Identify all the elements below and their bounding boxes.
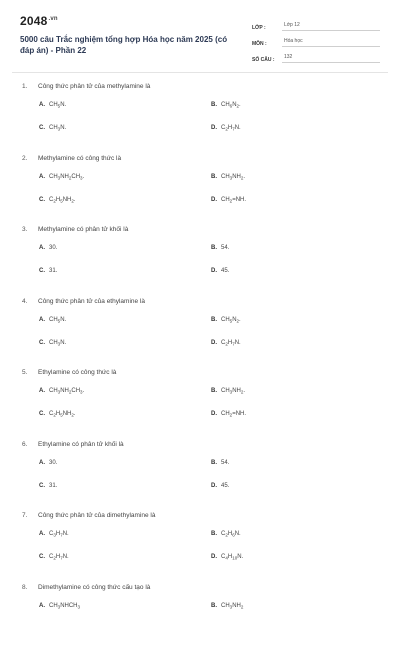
option-value: $CH_3NHCH_3$	[49, 603, 80, 609]
site-logo[interactable]	[20, 14, 58, 28]
question-item	[0, 579, 400, 650]
logo-text: 2048	[20, 14, 48, 28]
logo-suffix: .vn	[49, 16, 58, 22]
option-letter: D.	[211, 411, 221, 417]
option-letter: D.	[211, 340, 221, 346]
answer-option[interactable]	[211, 460, 229, 466]
page-title: 5000 câu Trắc nghiệm tổng hợp Hóa học năm 2025 (có đáp án) - Phần 22	[20, 34, 235, 56]
option-value: $CH_3NH_2$	[221, 603, 243, 609]
question-prompt: Công thức phân tử của ethylamine là	[38, 298, 145, 305]
option-letter: C.	[39, 197, 49, 203]
option-letter: B.	[211, 531, 221, 537]
meta-value: Hóa học	[282, 38, 380, 47]
option-value: $CH_3NH_2CH_3$.	[49, 174, 84, 180]
question-item	[0, 221, 400, 293]
question-number: 2.	[22, 155, 38, 162]
option-letter: A.	[39, 245, 49, 251]
option-value: $CH_3N$.	[49, 340, 66, 346]
answer-option[interactable]	[39, 411, 76, 417]
option-letter: D.	[211, 483, 221, 489]
meta-row-class	[252, 16, 380, 31]
question-prompt: Công thức phân tử của methylamine là	[38, 83, 150, 90]
answer-option[interactable]	[211, 268, 229, 274]
question-text	[22, 298, 145, 305]
answer-option[interactable]	[211, 340, 241, 346]
answer-option[interactable]	[211, 197, 246, 203]
question-text	[22, 155, 121, 162]
option-value: $CH_2=NH$.	[221, 197, 246, 203]
question-number: 8.	[22, 584, 38, 591]
answer-option[interactable]	[39, 102, 66, 108]
option-value: 54.	[221, 460, 229, 466]
question-item	[0, 78, 400, 150]
answer-option[interactable]	[39, 174, 84, 180]
answer-option[interactable]	[39, 317, 66, 323]
option-value: $CH_3NH_2CH_3$.	[49, 388, 84, 394]
answer-option[interactable]	[211, 317, 241, 323]
option-letter: C.	[39, 268, 49, 274]
option-letter: B.	[211, 102, 221, 108]
answer-option[interactable]	[39, 531, 69, 537]
option-value: $CH_6N_2$.	[221, 102, 241, 108]
answer-option[interactable]	[211, 411, 246, 417]
option-value: 45.	[221, 268, 229, 274]
answer-option[interactable]	[211, 245, 229, 251]
option-value: $C_2H_5NH_2$.	[49, 197, 76, 203]
option-value: $CH_5N$.	[49, 317, 66, 323]
answer-option[interactable]	[39, 245, 57, 251]
option-letter: C.	[39, 125, 49, 131]
answer-option[interactable]	[211, 174, 245, 180]
question-prompt: Methylamine có phân tử khối là	[38, 226, 128, 233]
option-letter: C.	[39, 340, 49, 346]
option-value: 30.	[49, 245, 57, 251]
answer-option[interactable]	[39, 460, 57, 466]
answer-option[interactable]	[211, 388, 245, 394]
answer-option[interactable]	[211, 483, 229, 489]
question-prompt: Ethylamine có công thức là	[38, 369, 116, 376]
option-value: $CH_3N$.	[49, 125, 66, 131]
answer-option[interactable]	[39, 388, 84, 394]
option-letter: B.	[211, 317, 221, 323]
question-prompt: Dimethylamine có công thức cấu tạo là	[38, 584, 150, 591]
option-letter: B.	[211, 245, 221, 251]
option-letter: C.	[39, 411, 49, 417]
question-item	[0, 436, 400, 508]
answer-option[interactable]	[39, 268, 57, 274]
option-value: $CH_2=NH$.	[221, 411, 246, 417]
option-letter: C.	[39, 483, 49, 489]
question-item	[0, 507, 400, 579]
option-letter: B.	[211, 174, 221, 180]
question-number: 5.	[22, 369, 38, 376]
question-list	[0, 78, 400, 650]
option-letter: D.	[211, 268, 221, 274]
meta-row-subject	[252, 32, 380, 47]
header-divider	[12, 72, 388, 73]
question-text	[22, 512, 155, 519]
question-text	[22, 226, 128, 233]
question-number: 6.	[22, 441, 38, 448]
worksheet-header	[0, 0, 400, 72]
meta-row-count	[252, 48, 380, 63]
meta-label: MÔN :	[252, 41, 282, 47]
meta-value: Lớp 12	[282, 22, 380, 31]
option-letter: D.	[211, 197, 221, 203]
answer-option[interactable]	[39, 603, 80, 609]
question-text	[22, 369, 116, 376]
question-number: 4.	[22, 298, 38, 305]
option-value: 31.	[49, 483, 57, 489]
answer-option[interactable]	[39, 197, 76, 203]
question-number: 7.	[22, 512, 38, 519]
question-prompt: Ethylamine có phân tử khối là	[38, 441, 124, 448]
option-letter: D.	[211, 125, 221, 131]
question-prompt: Methylamine có công thức là	[38, 155, 121, 162]
option-value: $C_2H_7N$.	[221, 340, 241, 346]
option-value: $C_4H_{10}N$.	[221, 554, 243, 560]
answer-option[interactable]	[39, 125, 66, 131]
option-value: $CH_5N$.	[49, 102, 66, 108]
answer-option[interactable]	[211, 102, 241, 108]
meta-label: LỚP :	[252, 25, 282, 31]
option-value: $CH_3NH_2$.	[221, 388, 245, 394]
question-number: 1.	[22, 83, 38, 90]
option-letter: B.	[211, 603, 221, 609]
option-value: $C_2H_5NH_2$.	[49, 411, 76, 417]
question-item	[0, 150, 400, 222]
question-text	[22, 441, 124, 448]
question-item	[0, 364, 400, 436]
meta-value: 132	[282, 54, 380, 63]
option-letter: A.	[39, 603, 49, 609]
answer-option[interactable]	[39, 483, 57, 489]
answer-option[interactable]	[211, 531, 241, 537]
option-value: $CH_3NH_2$.	[221, 174, 245, 180]
answer-option[interactable]	[211, 603, 243, 609]
question-text	[22, 584, 150, 591]
option-letter: A.	[39, 102, 49, 108]
option-letter: D.	[211, 554, 221, 560]
option-value: $C_2H_7N$.	[49, 554, 69, 560]
option-letter: A.	[39, 531, 49, 537]
option-letter: B.	[211, 460, 221, 466]
option-letter: A.	[39, 317, 49, 323]
option-letter: A.	[39, 388, 49, 394]
option-value: $C_3H_7N$.	[49, 531, 69, 537]
answer-option[interactable]	[39, 340, 66, 346]
question-number: 3.	[22, 226, 38, 233]
option-value: 31.	[49, 268, 57, 274]
option-letter: A.	[39, 174, 49, 180]
option-letter: B.	[211, 388, 221, 394]
option-value: 30.	[49, 460, 57, 466]
question-item	[0, 293, 400, 365]
answer-option[interactable]	[211, 554, 243, 560]
question-text	[22, 83, 150, 90]
answer-option[interactable]	[39, 554, 69, 560]
option-value: $CH_5N_2$.	[221, 317, 241, 323]
option-value: $C_2H_7N$.	[221, 125, 241, 131]
worksheet-meta	[252, 16, 380, 64]
option-value: 54.	[221, 245, 229, 251]
question-prompt: Công thức phân tử của dimethylamine là	[38, 512, 155, 519]
option-letter: C.	[39, 554, 49, 560]
answer-option[interactable]	[211, 125, 241, 131]
option-value: $C_2H_6N$.	[221, 531, 241, 537]
option-value: 45.	[221, 483, 229, 489]
meta-label: SỐ CÂU :	[252, 57, 282, 63]
option-letter: A.	[39, 460, 49, 466]
